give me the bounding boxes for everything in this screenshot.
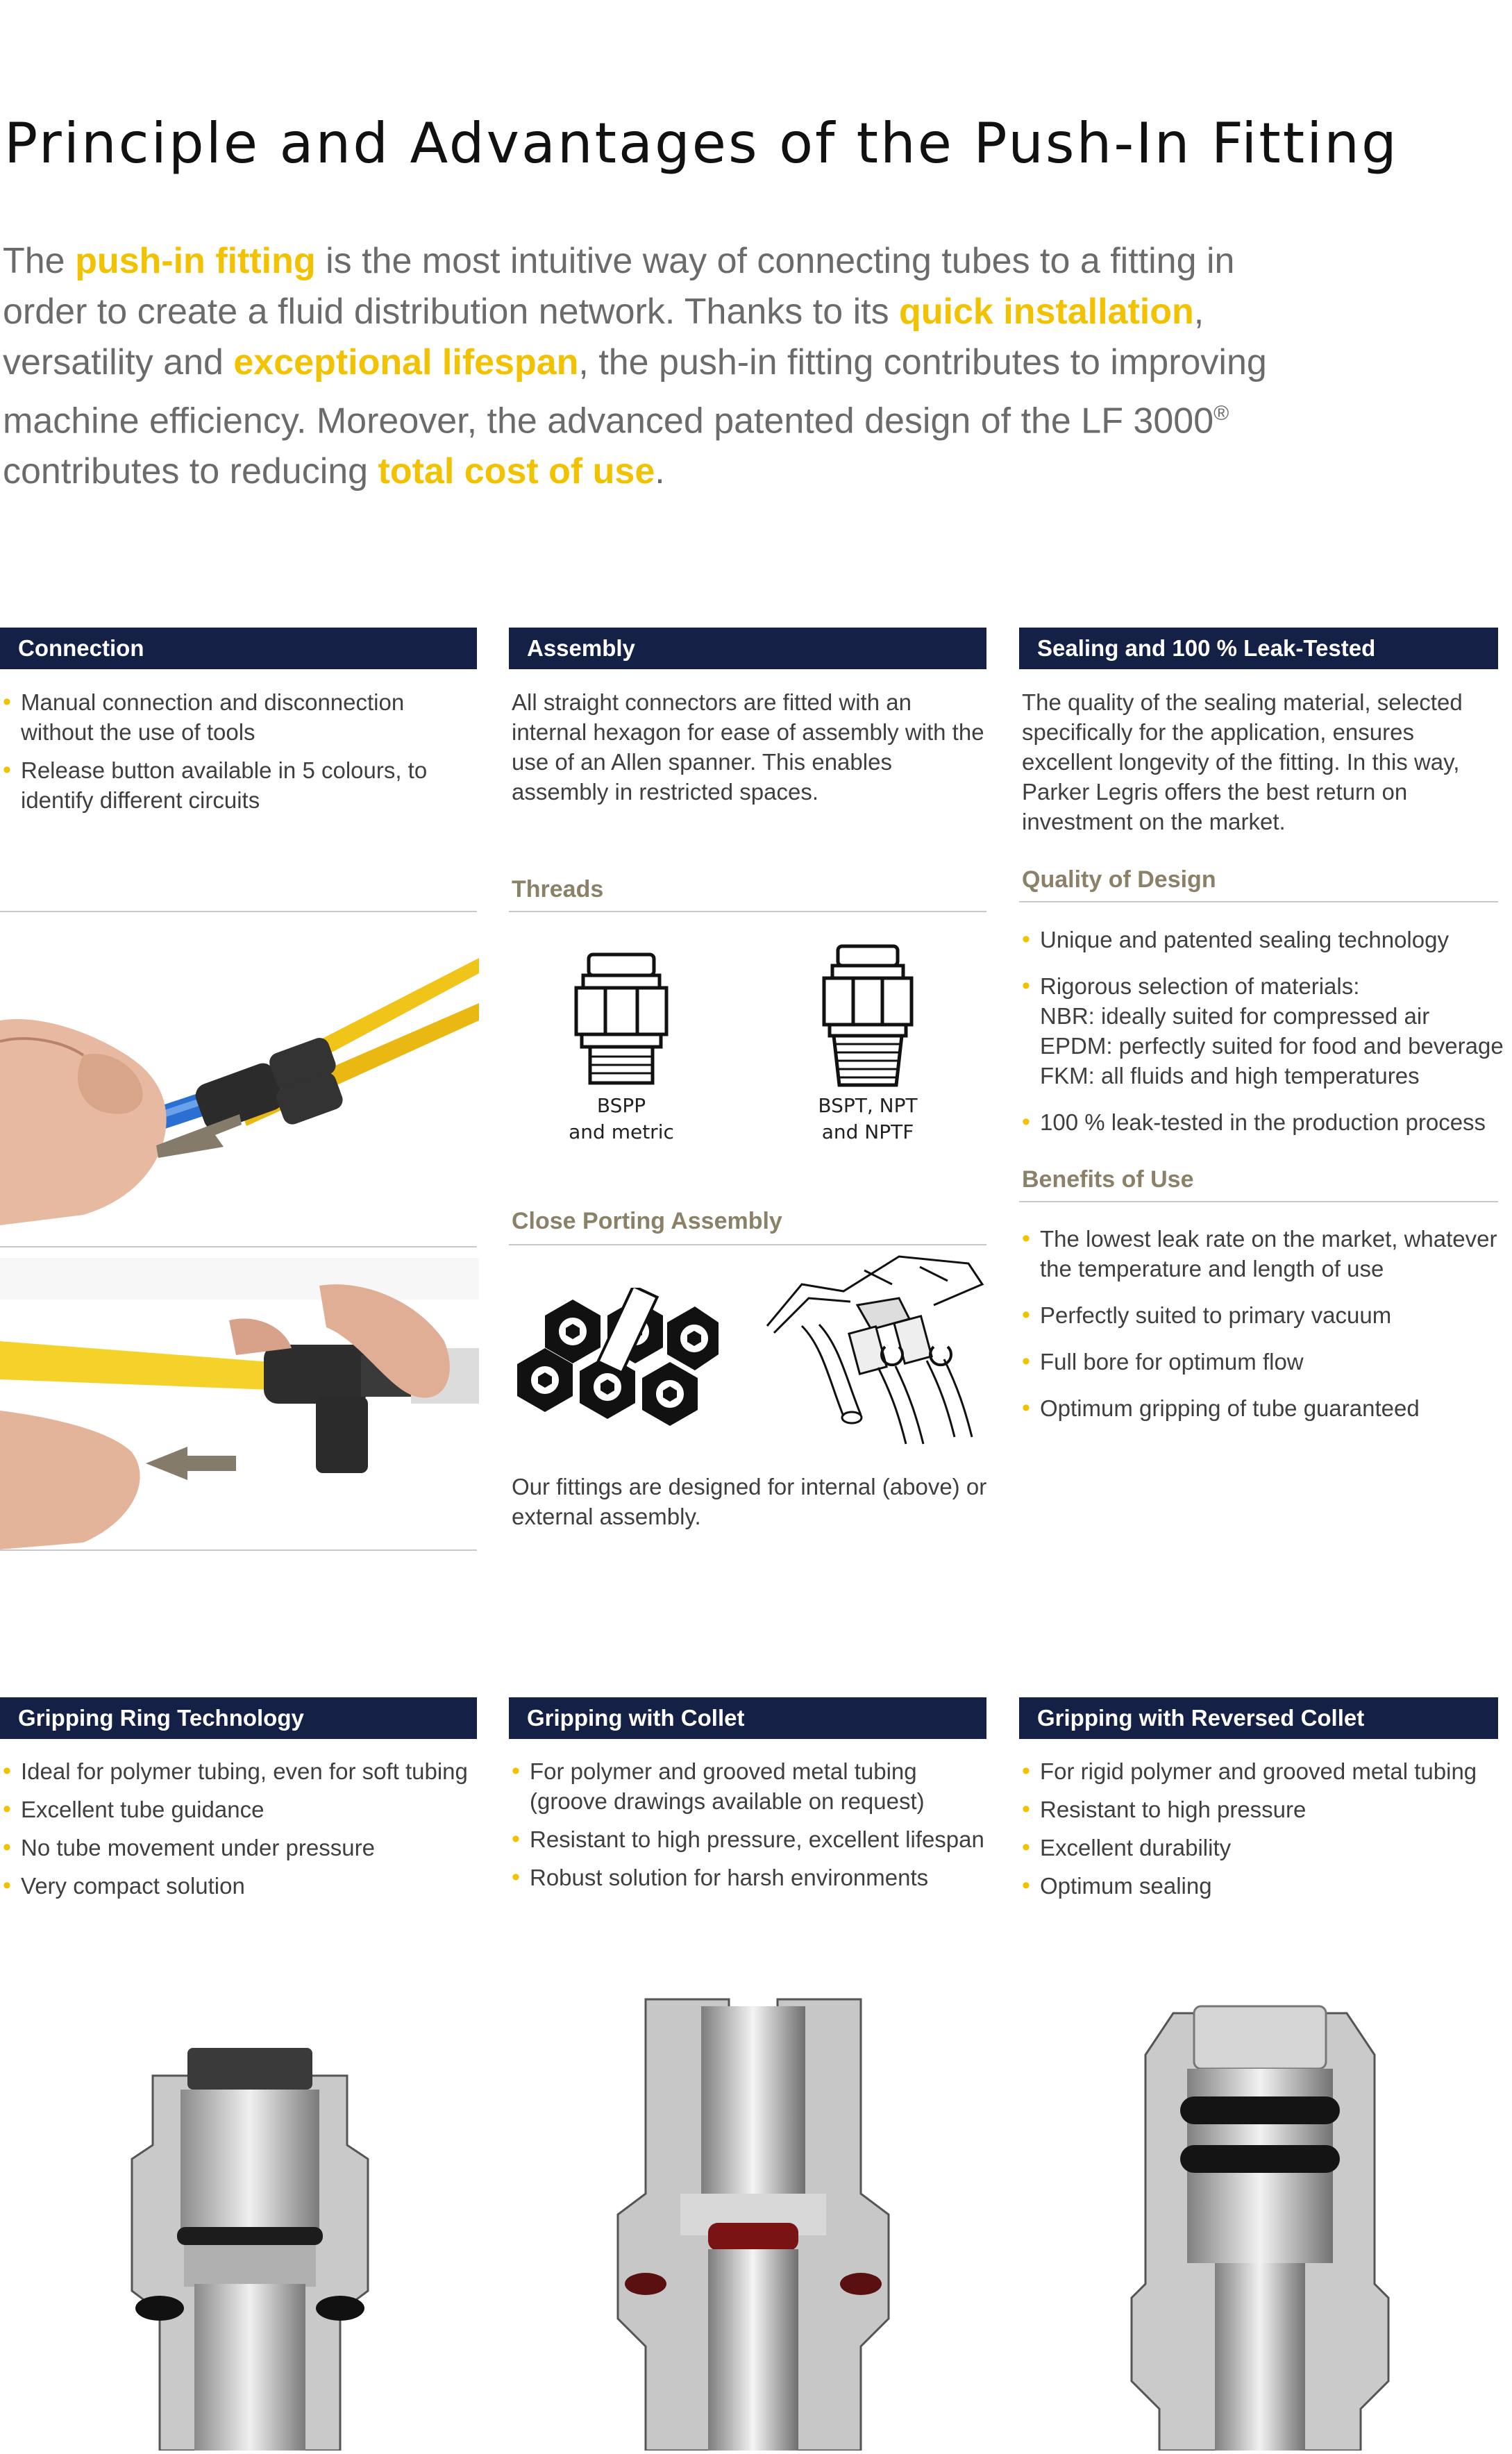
page-title: Principle and Advantages of the Push-In Fitting (4, 111, 1399, 176)
bspt-caption: BSPT, NPT and NPTF (818, 1094, 918, 1143)
hex-nuts-drawing (510, 1288, 719, 1447)
sealing-text: The quality of the sealing material, selected specifically for the application, ensures excellent longevity of the fitting. In this way, Parker Legris offers the best return on investment on the market. (1022, 689, 1463, 834)
list-item: • Optimum sealing (1022, 1871, 1501, 1901)
highlight-quick-installation: quick installation (899, 292, 1194, 332)
divider (0, 1246, 477, 1247)
highlight-push-in: push-in fitting (75, 241, 316, 281)
gripping-reversed-list (1022, 1756, 1501, 1909)
list-item: • 100 % leak-tested in the production process (1022, 1107, 1508, 1137)
close-porting-title: Close Porting Assembly (512, 1208, 782, 1234)
benefits-list (1022, 1224, 1508, 1431)
list-item: • For polymer and grooved metal tubing (groove drawings available on request) (512, 1756, 991, 1816)
gripping-ring-cutaway (104, 2034, 396, 2451)
list-item: • Release button available in 5 colours, to identify different circuits (3, 755, 475, 815)
assembly-text: All straight connectors are fitted with an internal hexagon for ease of assembly with the use of an Allen spanner. This enables assembly in restricted spaces. (512, 689, 984, 805)
photo-tee-fitting-disconnection (0, 1258, 479, 1549)
connection-header: Connection (0, 628, 477, 669)
external-assembly-drawing (760, 1243, 989, 1451)
intro-paragraph: The push-in fitting is the most intuitive way of connecting tubes to a fitting in order to create a fluid distribution network. Thanks to its quick installation, versatility and exceptional lifespan, the push-in fitting contributes to improving machine efficiency. Moreover, the advanced patented design of the LF 3000® contributes to reducing total cost of use. (3, 241, 1267, 492)
list-item: • The lowest leak rate on the market, whatever the temperature and length of use (1022, 1224, 1508, 1284)
divider (1019, 1201, 1498, 1202)
gripping-reversed-cutaway (1111, 1992, 1409, 2451)
assembly-header: Assembly (509, 628, 986, 669)
gripping-ring-list (3, 1756, 482, 1909)
gripping-collet-header: Gripping with Collet (509, 1697, 986, 1739)
gripping-collet-list (512, 1756, 991, 1901)
list-item: • Excellent durability (1022, 1833, 1501, 1863)
divider (1019, 901, 1498, 902)
gripping-collet-cutaway (604, 1985, 902, 2451)
list-item: • Very compact solution (3, 1871, 482, 1901)
list-item: • Robust solution for harsh environments (512, 1863, 991, 1892)
list-item: • Optimum gripping of tube guaranteed (1022, 1393, 1508, 1423)
highlight-lifespan: exceptional lifespan (233, 342, 579, 383)
bspp-caption: BSPP and metric (569, 1094, 674, 1143)
list-item: • Unique and patented sealing technology (1022, 925, 1508, 955)
gripping-reversed-header: Gripping with Reversed Collet (1019, 1697, 1498, 1739)
sealing-header: Sealing and 100 % Leak-Tested (1019, 628, 1498, 669)
bspt-thread-drawing (809, 943, 927, 1089)
list-item: • Perfectly suited to primary vacuum (1022, 1300, 1508, 1330)
divider (0, 1549, 477, 1551)
list-item: • Resistant to high pressure (1022, 1795, 1501, 1824)
benefits-title: Benefits of Use (1022, 1166, 1194, 1193)
divider (0, 911, 477, 912)
list-item: • Ideal for polymer tubing, even for soft tubing (3, 1756, 482, 1786)
gripping-ring-header: Gripping Ring Technology (0, 1697, 477, 1739)
bspp-thread-drawing (562, 951, 680, 1086)
list-item: • For rigid polymer and grooved metal tubing (1022, 1756, 1501, 1786)
list-item: • Manual connection and disconnection without the use of tools (3, 687, 475, 747)
highlight-total-cost: total cost of use (378, 451, 655, 492)
list-item: • Rigorous selection of materials: NBR: ideally suited for compressed air EPDM: perfectly suited for food and beverage FKM: all fluids and high temperatures (1022, 971, 1508, 1091)
list-item: • Full bore for optimum flow (1022, 1347, 1508, 1377)
quality-list (1022, 925, 1508, 1145)
divider (509, 911, 986, 912)
list-item: • No tube movement under pressure (3, 1833, 482, 1863)
threads-title: Threads (512, 876, 604, 902)
list-item: • Excellent tube guidance (3, 1795, 482, 1824)
quality-title: Quality of Design (1022, 866, 1216, 893)
close-porting-caption: Our fittings are designed for internal (above) or external assembly. (512, 1474, 987, 1529)
photo-y-fitting-connection (0, 930, 479, 1225)
connection-list (3, 687, 475, 823)
list-item: • Resistant to high pressure, excellent lifespan (512, 1824, 991, 1854)
